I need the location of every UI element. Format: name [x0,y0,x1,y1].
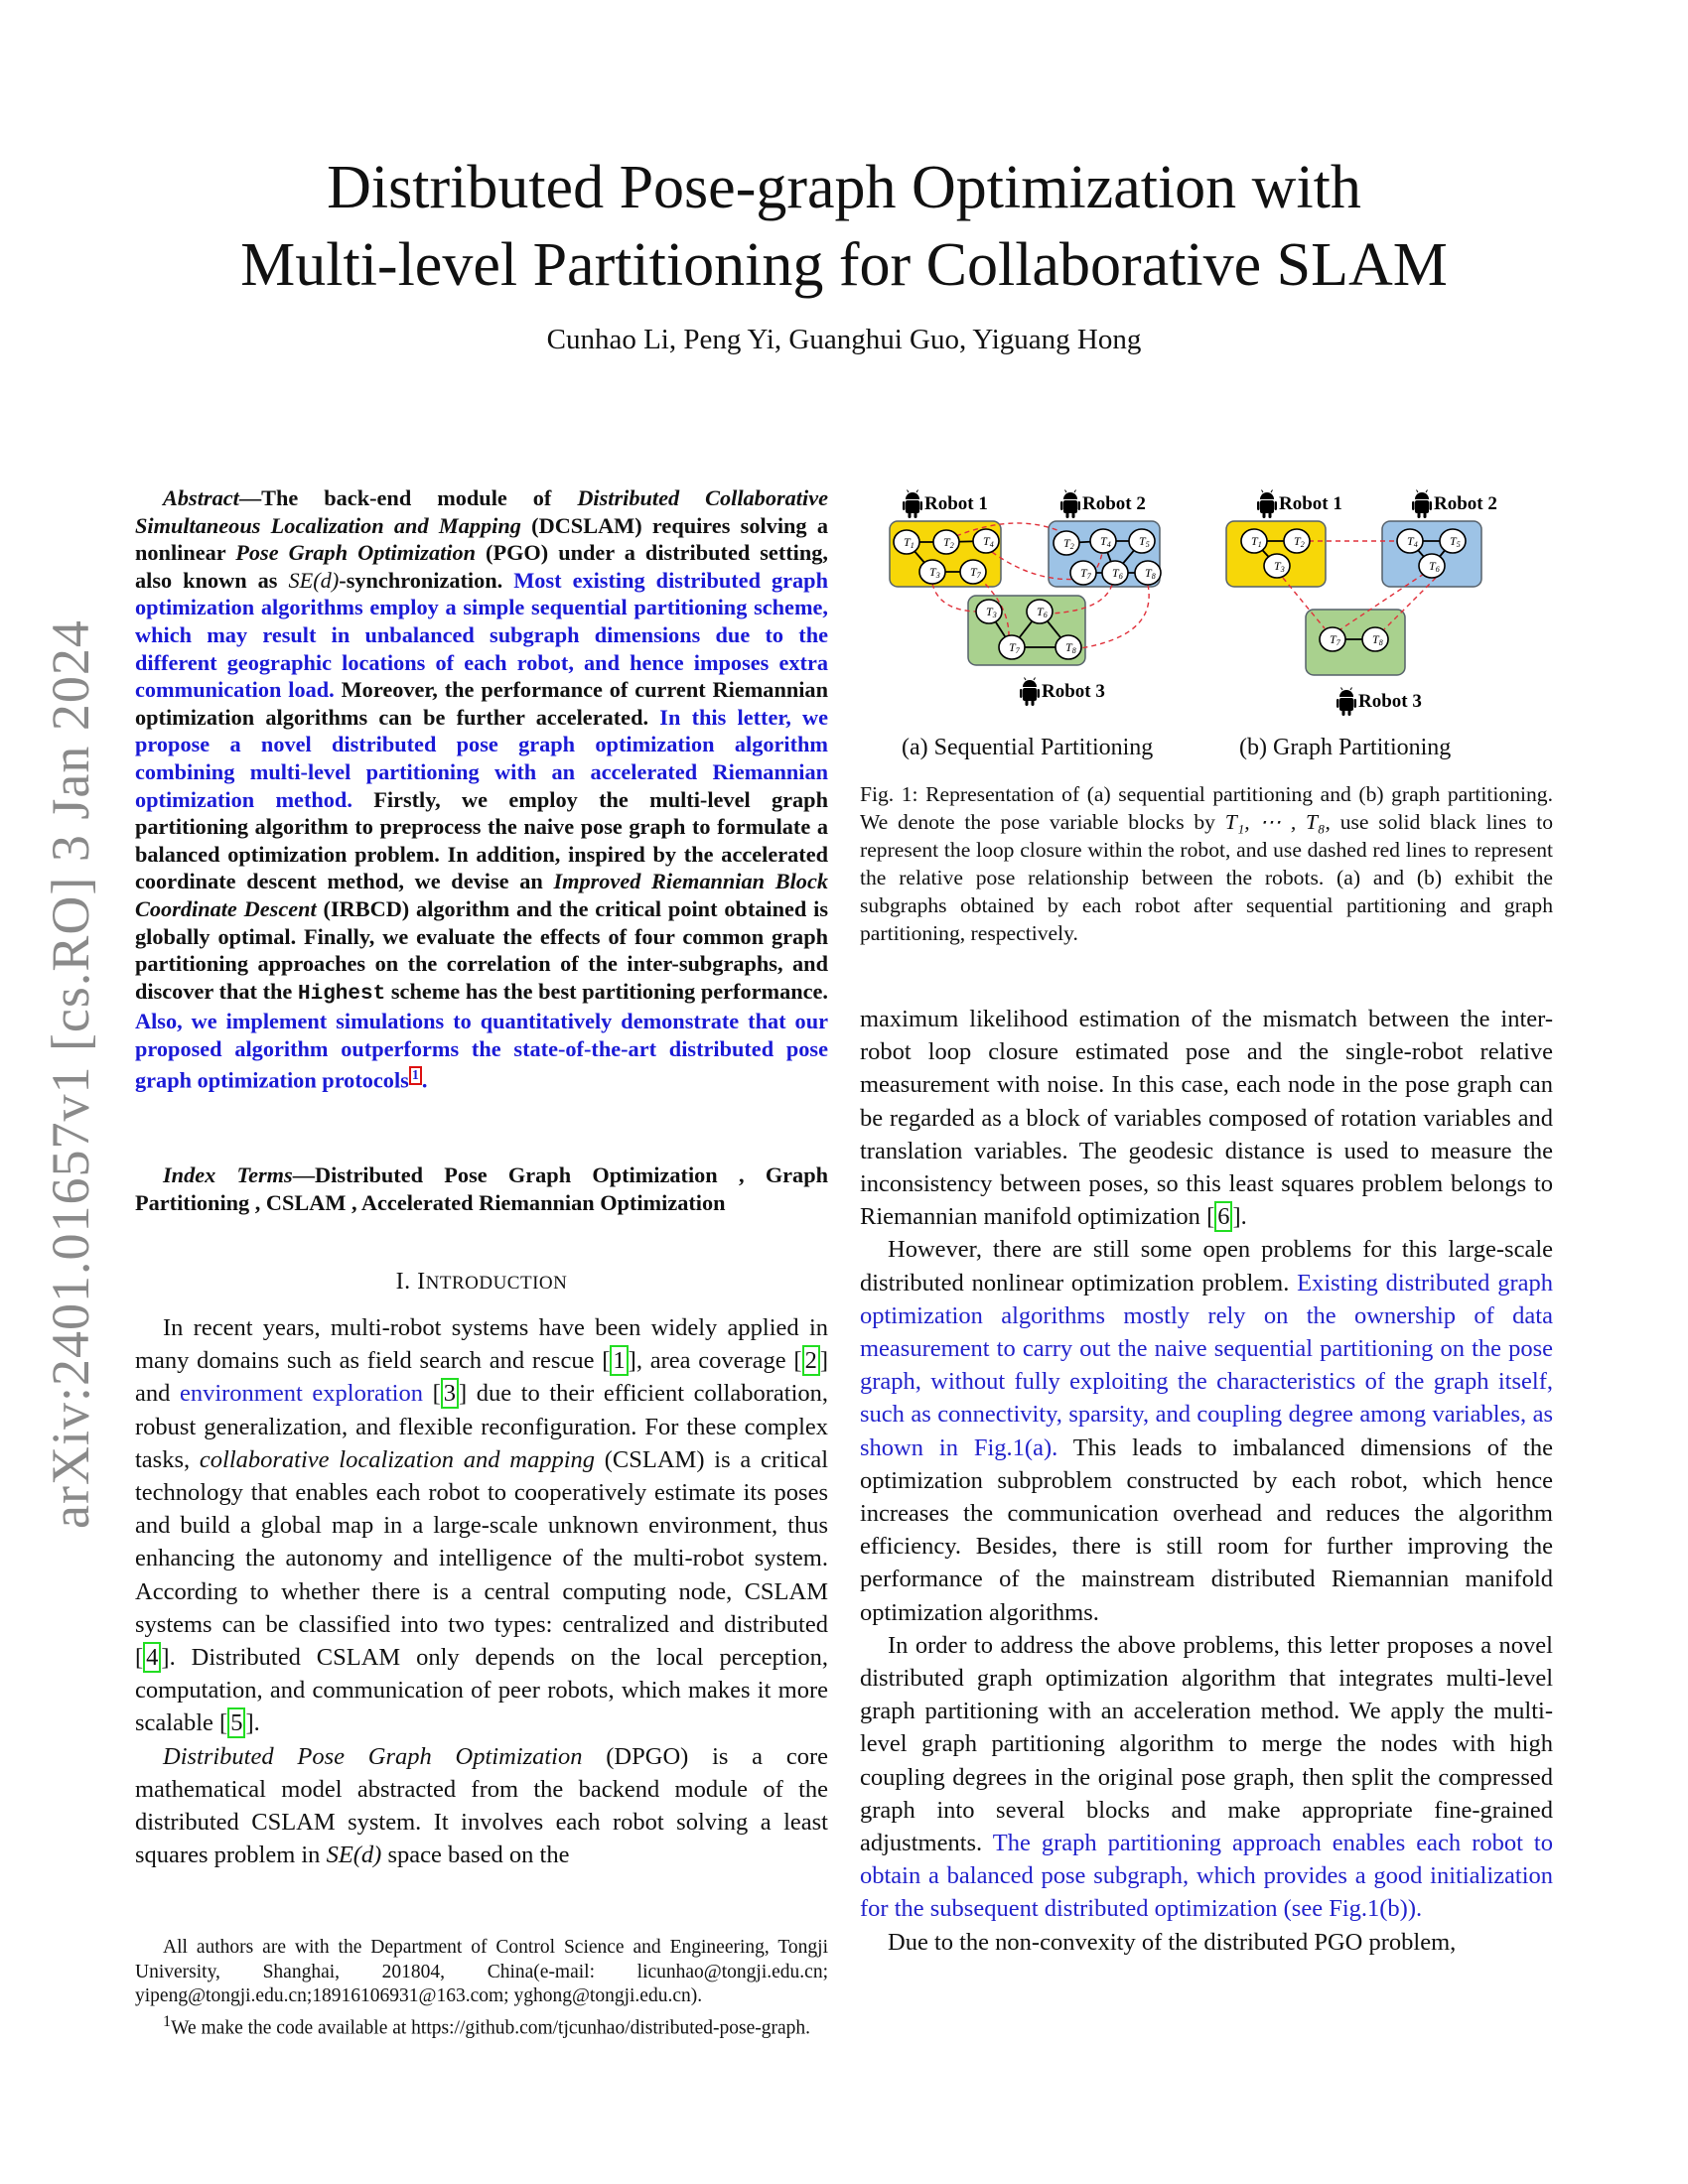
abstract-text: (PGO) under a distributed setting, also known as [135,540,828,593]
figure-label: Fig. 1: [860,782,926,806]
android-robot-icon [1257,490,1277,519]
pose-node [1027,600,1053,623]
pose-node [1284,529,1310,553]
pose-node-label: T8 [1145,566,1156,581]
emphasis: Distributed Pose Graph Optimization [163,1742,583,1770]
pose-node-label: T2 [1294,534,1305,549]
abstract-text: -synchronization. [339,567,514,593]
text: . Distributed CSLAM only depends on the local perception, computation, and communication of peer robots, which makes it more scalable [135,1644,828,1737]
footnote-mark: 1 [163,2011,172,2030]
android-robot-icon [1020,678,1040,707]
robot-label: Robot 2 [1082,493,1146,514]
pose-node-label: T3 [929,565,940,580]
abstract-text: The back-end module of [261,485,578,510]
introduction-body [135,1311,828,1871]
math-se-d: SE(d) [288,567,340,593]
highlight-text: Existing distributed graph optimization algorithms mostly rely on the ownership of data measurement to carry out the naive sequential partitioning on the pose graph, without fully exploiting the characteristics of the graph itself, such as connectivity, sparsity, and coupling degree among variables, as shown in Fig.1(a). [860,1269,1553,1461]
paragraph: maximum likelihood estimation of the mismatch between the inter-robot loop closure estimated pose and the single-robot relative measurement with noise. In this case, each node in the pose graph can be regarded as a block of variables composed of rotation variables and translation variables. The geodesic distance is used to measure the inconsistency between poses, so this least squares problem belongs to Riemannian manifold optimization [ 6 ]. [860,1006,1553,1231]
abstract-text: (IRBCD) algorithm and the critical point obtained is globally optimal. Finally, we evaluate the effects of four common graph partitioning approaches on the correlation of the inter-subgraphs, and discover that the [135,895,829,1004]
citation-1[interactable]: 1 [610,1345,628,1376]
text: . [1240,1203,1247,1231]
pose-node [1440,529,1466,553]
highlight-text: The graph partitioning approach enables each robot to obtain a balanced pose subgraph, which provides a good initialization for the subsequent distributed optimization (see Fig.1(b)). [860,1830,1553,1923]
highest-scheme-code: Highest [297,982,386,1006]
pose-node [960,560,986,584]
pose-node [1241,529,1267,553]
pose-node-label: T1 [1251,534,1262,549]
text: due to their efficient collaboration, robust generalization, and flexible reconfiguration. For these complex tasks, [135,1380,828,1473]
pose-node [1320,627,1345,651]
pose-node-label: T6 [1037,605,1048,619]
robot-label: Robot 1 [924,493,988,514]
right-column-body [860,1003,1553,1959]
title-line-1: Distributed Pose-graph Optimization with [327,154,1361,221]
pose-node [999,635,1025,659]
paragraph [135,1740,828,1872]
pose-node [1264,554,1290,578]
android-robot-icon [1060,490,1080,519]
subfigure-b-graph [1226,490,1497,717]
pose-node [894,530,919,554]
pose-node [976,600,1002,623]
abstract-text: Moreover, the performance of current Riemannian optimization algorithms can be further accelerated. [135,677,828,730]
text: . [253,1709,260,1737]
arxiv-stamp: arXiv:2401.01657v1 [cs.RO] 3 Jan 2024 [41,619,100,1529]
robot-label: Robot 3 [1042,681,1105,702]
footnote-link-1[interactable]: 1 [409,1066,422,1085]
pose-node-label: T1 [904,535,914,550]
figure-1-caption [860,780,1553,947]
abstract-text: . [421,1067,428,1093]
section-title-rest: NTRODUCTION [425,1273,568,1294]
index-terms-label: Index Terms [163,1162,293,1187]
abstract-text: (DCSLAM) requires solving a nonlinear [135,512,828,566]
author-list: Cunhao Li, Peng Yi, Guanghui Guo, Yiguang Hong [546,324,1142,355]
footnote-code [135,2009,828,2041]
abstract [135,484,828,1094]
abstract-label: Abstract [163,485,239,510]
abstract-term: Pose Graph Optimization [235,540,477,566]
caption-math: T₁, ⋯ , T₈ [1224,810,1326,834]
pose-node-label: T3 [986,605,997,619]
pose-node-label: T3 [1274,559,1285,574]
abstract-highlight: Also, we implement simulations to quantitatively demonstrate that our proposed algorithm outperforms the state-of-the-art distributed pose graph optimization protocols [135,1009,828,1093]
pose-node [1102,561,1128,585]
pose-node-label: T7 [1080,566,1091,581]
caption-text: , use solid black lines to represent the loop closure within the robot, and use dashed red lines to represent the relative pose relationship between the robots. (a) and (b) exhibit the subgraphs obtained by each robot after sequential partitioning and graph partitioning, respectively. [860,810,1553,945]
index-terms-dash: — [292,1162,316,1187]
section-title-initial: I [417,1269,426,1295]
text: However, there are still some open problems for this large-scale distributed nonlinear optimization problem. [860,1236,1553,1297]
robot-label: Robot 3 [1358,691,1422,712]
paragraph [860,1233,1553,1628]
pose-node-label: T7 [1330,632,1340,647]
title-line-2: Multi-level Partitioning for Collaborative SLAM [240,231,1448,299]
index-terms-text: Distributed Pose Graph Optimization , Graph Partitioning , CSLAM , Accelerated Riemannian Optimization [135,1162,829,1215]
pose-node [1055,635,1081,659]
robot-label: Robot 2 [1434,493,1497,514]
android-robot-icon [1336,688,1356,717]
pose-node-label: T4 [983,534,994,549]
pose-node-label: T4 [1100,534,1111,549]
pose-node [1129,529,1155,553]
citation-6[interactable]: 6 [1214,1201,1232,1232]
abstract-text: Firstly, we employ the multi-level graph partitioning algorithm to preprocess the naive pose graph to formulate a balanced optimization problem. In addition, inspired by the accelerated coordinate descent method, we devise an [135,786,828,894]
pose-node-label: T6 [1429,559,1440,574]
android-robot-icon [1412,490,1432,519]
abstract-highlight: Most existing distributed graph optimization algorithms employ a simple sequential partitioning scheme, which may result in unbalanced subgraph dimensions due to the different geographic locations of each robot, and hence imposes extra communication load. [135,567,828,703]
pose-node [1397,529,1423,553]
text: (CSLAM) is a critical technology that enables each robot to cooperatively estimate its poses and build a global map in a large-scale unknown environment, thus enhancing the autonomy and intelligence of the multi-robot system. According to whether there is a central computing node, CSLAM systems can be classified into two types: centralized and distributed [135,1445,829,1638]
abstract-text: scheme has the best partitioning performance. [385,978,829,1004]
pose-node [1090,529,1116,553]
text: Due to the non-convexity of the distributed PGO problem, [888,1928,1457,1956]
abstract-term: Distributed Collaborative Simultaneous Localization and Mapping [135,485,828,538]
paragraph [860,1926,1553,1959]
inter-robot-edge [1080,585,1149,648]
citation-2[interactable]: 2 [802,1345,820,1376]
text: This leads to imbalanced dimensions of the optimization subproblem constructed by each robot, which hence increases the communication overhead and reduces the algorithm efficiency. Besides, there is still room for further improving the performance of the mainstream distributed Riemannian manifold optimization algorithms. [860,1433,1553,1626]
pose-node-label: T4 [1407,534,1418,549]
pose-node [973,529,999,553]
pose-node-label: T8 [1372,632,1383,647]
text: In order to address the above problems, this letter proposes a novel distributed graph optimization algorithm that integrates multi-level graph partitioning with an acceleration method. We apply the multi-level graph partitioning algorithm to merge the nodes with high coupling degrees in the original pose graph, then split the compressed graph into several blocks and make appropriate fine-grained adjustments. [860,1631,1553,1857]
footnote-code-text: We make the code available at https://github.com/tjcunhao/distributed-pose-graph. [171,2017,811,2038]
section-heading-introduction [135,1269,828,1296]
text: space based on the [381,1842,570,1869]
figure-1 [860,486,1553,725]
pose-node [1135,561,1161,585]
pose-node-label: T2 [1063,536,1074,551]
text: , area coverage [635,1347,794,1375]
text [423,1380,433,1407]
pose-node [1070,561,1096,585]
citation-4[interactable]: 4 [143,1642,161,1673]
citation-5[interactable]: 5 [227,1707,245,1738]
pose-node-label: T5 [1139,534,1150,549]
pose-node-label: T6 [1112,566,1123,581]
abstract-term: Improved Riemannian Block Coordinate Descent [135,869,828,921]
text: maximum likelihood estimation of the mismatch between the inter-robot loop closure estimated pose and the single-robot relative measurement with noise. In this case, each node in the pose graph can be regarded as a block of variables composed of rotation variables and translation variables. The geodesic distance is used to measure the inconsistency between poses, so this least squares problem belongs to Riemannian manifold optimization [860,1006,1553,1231]
pose-node-label: T7 [970,565,981,580]
footnote-affiliation: All authors are with the Department of Control Science and Engineering, Tongji University, Shanghai, 201804, China(e-mail: licunhao@tongji.edu.cn; yipeng@tongji.edu.cn;18916106931@163.com; yghong@tongji.edu.cn). [135,1937,828,2006]
text: (DPGO) is a core mathematical model abstracted from the backend module of the distributed CSLAM system. It involves each robot solving a least squares problem in [135,1742,828,1869]
emphasis: collaborative localization and mapping [199,1445,596,1473]
pose-node-label: T8 [1065,640,1076,655]
pose-node-label: T7 [1009,640,1020,655]
pose-node [1362,627,1388,651]
abstract-highlight: In this letter, we propose a novel distributed pose graph optimization algorithm combining multi-level partitioning with an accelerated Riemannian optimization method. [135,704,828,812]
pose-node [919,560,945,584]
pose-node [1419,554,1445,578]
paper-title [0,149,1688,304]
pose-node [1054,531,1079,555]
math-se-d: SE(d) [326,1842,382,1869]
highlight-text: environment exploration [179,1380,423,1408]
subfigure-a-sequential [890,490,1161,707]
robot-label: Robot 1 [1279,493,1342,514]
text: and [135,1380,180,1408]
abstract-dash: — [238,485,262,510]
footnotes [135,1936,828,2041]
pose-node-label: T5 [1450,534,1461,549]
paragraph [860,1629,1553,1926]
subfigure-b-caption: (b) Graph Partitioning [1239,735,1452,760]
text: In recent years, multi-robot systems have been widely applied in many domains such as field search and rescue [135,1314,828,1375]
index-terms [135,1161,828,1216]
caption-text: Representation of (a) sequential partitioning and (b) graph partitioning. We denote the pose variable blocks by [860,782,1553,834]
section-number: I. [395,1269,418,1295]
pose-node [933,530,959,554]
citation-3[interactable]: 3 [441,1378,459,1409]
pose-node-label: T2 [943,535,954,550]
paragraph: In recent years, multi-robot systems have been widely applied in many domains such as field search and rescue [ 1 ], area coverage [ 2 ] and environment exploration [ 3 ] due to their efficient collaboration, robust generalization, and flexible reconfiguration. For these complex tasks, collaborative localization and mapping (CSLAM) is a critical technology that enables each robot to cooperatively estimate its poses and build a global map in a large-scale unknown environment, thus enhancing the autonomy and intelligence of the multi-robot system. According to whether there is a central computing node, CSLAM systems can be classified into two types: centralized and distributed [ 4 ]. Distributed CSLAM only depends on the local perception, computation, and communication of peer robots, which makes it more scalable [ 5 ]. [135,1314,829,1737]
android-robot-icon [903,490,922,519]
subfigure-a-caption: (a) Sequential Partitioning [902,735,1154,760]
